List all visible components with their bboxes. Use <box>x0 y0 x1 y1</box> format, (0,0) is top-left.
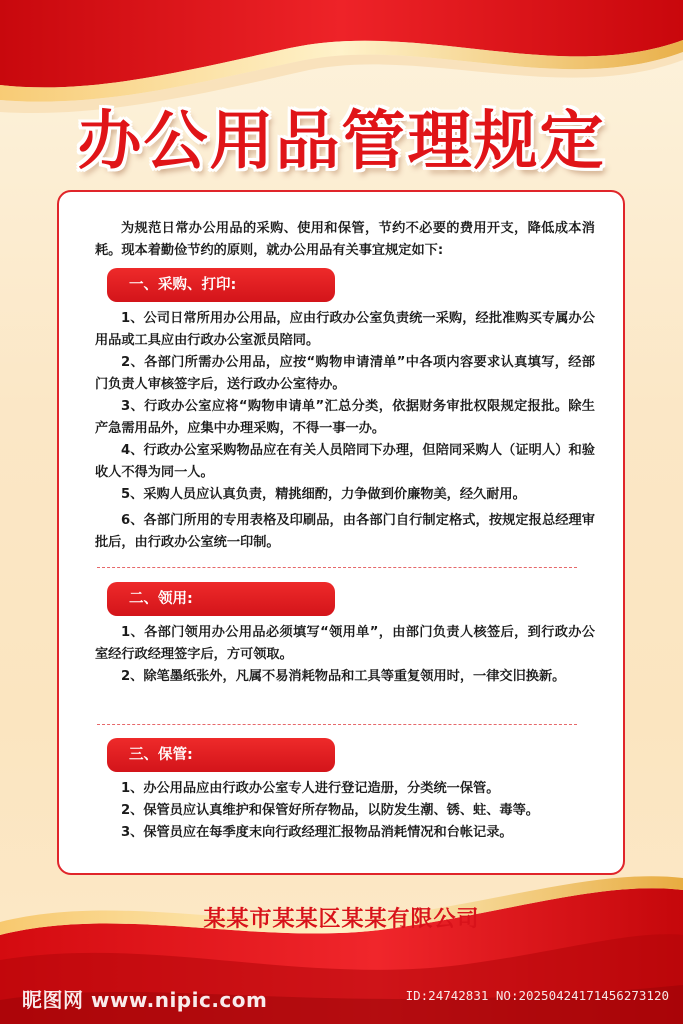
storage-item-2: 2、保管员应认真维护和保管好所存物品，以防发生潮、锈、蛀、毒等。 <box>121 803 539 818</box>
procurement-item-4: 4、行政办公室采购物品应在有关人员陪同下办理，但陪同采购人（证明人）和验收人不得为同一人。 <box>95 443 595 480</box>
section-divider <box>97 724 577 725</box>
storage-item-1: 1、办公用品应由行政办公室专人进行登记造册，分类统一保管。 <box>121 781 500 796</box>
procurement-item-2: 2、各部门所需办公用品，应按“购物申请清单”中各项内容要求认真填写，经部门负责人审核签字后，送行政办公室待办。 <box>95 355 595 392</box>
procurement-item-1: 1、公司日常所用办公用品，应由行政办公室负责统一采购，经批准购买专属办公用品或工具应由行政办公室派员陪同。 <box>95 311 595 348</box>
page-title: 办公用品管理规定 <box>77 105 606 179</box>
procurement-item-3: 3、行政办公室应将“购物申请单”汇总分类，依据财务审批权限规定报批。除生产急需用品外，应集中办理采购，不得一事一办。 <box>95 399 595 436</box>
storage-item-3: 3、保管员应在每季度末向行政经理汇报物品消耗情况和台帐记录。 <box>121 825 513 840</box>
section-divider <box>97 567 577 568</box>
procurement-item-5: 5、采购人员应认真负责，精挑细酌，力争做到价廉物美，经久耐用。 <box>121 487 526 502</box>
company-name: 某某市某某区某某有限公司 <box>203 907 480 932</box>
watermark-site: 昵图网 www.nipic.com <box>22 988 268 1012</box>
procurement-item-6: 6、各部门所用的专用表格及印刷品，由各部门自行制定格式，按规定报总经理审批后，由行政办公室统一印制。 <box>95 513 595 550</box>
requisition-item-1: 1、各部门领用办公用品必须填写“领用单”，由部门负责人核签后，到行政办公室经行政经理签字后，方可领取。 <box>95 625 595 662</box>
requisition-item-2: 2、除笔墨纸张外，凡属不易消耗物品和工具等重复领用时，一律交旧换新。 <box>121 669 566 684</box>
section-heading-requisition: 二、领用: <box>107 582 335 616</box>
section-heading-storage: 三、保管: <box>107 738 335 772</box>
content-panel <box>57 190 625 875</box>
intro-paragraph: 为规范日常办公用品的采购、使用和保管，节约不必要的费用开支，降低成本消耗。现本着勤俭节约的原则，就办公用品有关事宜规定如下: <box>95 221 595 258</box>
section-heading-procurement: 一、采购、打印: <box>107 268 335 302</box>
watermark-id: ID:24742831 NO:20250424171456273120 <box>405 988 669 1003</box>
